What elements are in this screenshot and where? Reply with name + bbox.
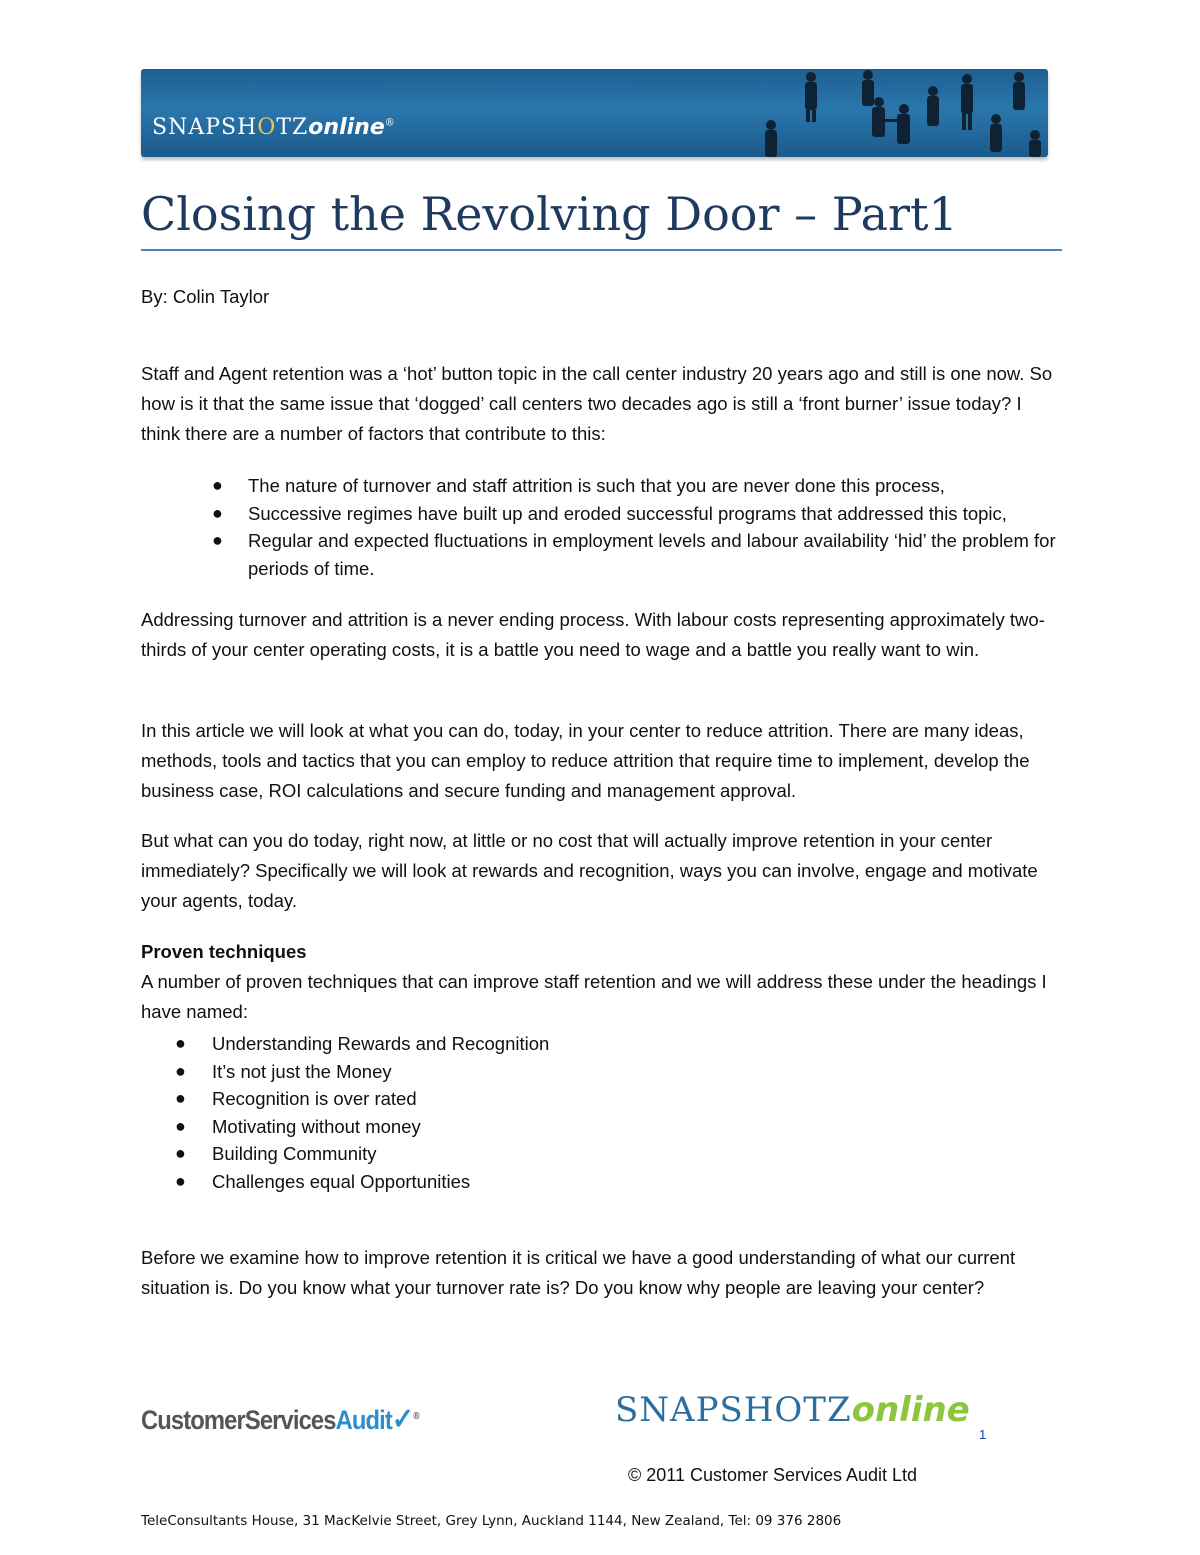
logo-text-suffix: TZ (803, 1390, 852, 1430)
crosshair-icon: O (257, 115, 277, 140)
page-number: 1 (979, 1427, 987, 1442)
registered-mark: ® (413, 1411, 419, 1422)
techniques-intro-paragraph: A number of proven techniques that can improve staff retention and we will address these under the headings I have named: (141, 971, 1047, 1022)
registered-mark: ® (384, 117, 396, 129)
section-heading: Proven techniques (141, 941, 307, 962)
list-item (175, 1085, 912, 1113)
byline: By: Colin Taylor (141, 286, 270, 307)
snapshotz-footer-logo (615, 1390, 970, 1430)
list-item (175, 1168, 912, 1196)
logo-text-part2: Audit (335, 1405, 392, 1435)
list-item-text: Recognition is over rated (212, 1088, 417, 1109)
logo-text-prefix: SNAPSH (615, 1390, 775, 1430)
bullet-icon: ● (175, 1170, 186, 1191)
bullet-icon: ● (212, 502, 223, 523)
snapshotz-logo (152, 115, 396, 140)
logo-text-suffix: TZ (276, 115, 309, 140)
bullet-icon: ● (175, 1060, 186, 1081)
today-paragraph: But what can you do today, right now, at little or no cost that will actually improve retention in your center immediately? Specifically we will look at rewards and recognition, ways you can involve, engage and motivate your agents, today. (141, 830, 1038, 911)
checkmark-icon: ✓ (391, 1403, 414, 1436)
list-item (212, 500, 1078, 528)
list-item-text: Challenges equal Opportunities (212, 1170, 471, 1192)
header-banner (141, 69, 1048, 157)
intro-paragraph: Staff and Agent retention was a ‘hot’ button topic in the call center industry 20 years ago and still is one now. So how is it that the same issue that ‘dogged’ call centers two decades ago is still a ‘front burner’ issue today? I think there are a number of factors that contribute to this: (141, 363, 1053, 444)
logo-text-part1: CustomerServices (141, 1405, 336, 1435)
business-people-silhouettes-image (741, 69, 1048, 157)
title-underline (141, 249, 1062, 251)
addressing-paragraph: Addressing turnover and attrition is a never ending process. With labour costs representing approximately two-thirds of your center operating costs, it is a battle you need to wage and a battle you really want to win. (141, 609, 1045, 660)
list-item-text: Successive regimes have built up and eroded successful programs that addressed this topic, (248, 502, 1007, 524)
list-item-text: Motivating without money (212, 1115, 421, 1137)
list-item-text: It’s not just the Money (212, 1060, 392, 1082)
list-item-text: The nature of turnover and staff attrition is such that you are never done this process, (248, 475, 945, 496)
techniques-list (175, 1030, 912, 1195)
list-item (175, 1058, 912, 1086)
factors-list (212, 472, 1078, 582)
logo-text-online: online (308, 115, 385, 140)
list-item (175, 1113, 912, 1141)
article-scope-paragraph: In this article we will look at what you can do, today, in your center to reduce attrition. There are many ideas, methods, tools and tactics that you can employ to reduce attrition that require time to implement, develop the business case, ROI calculations and secure funding and management approval. (141, 720, 1030, 801)
bullet-icon: ● (175, 1115, 186, 1136)
copyright-notice: © 2011 Customer Services Audit Ltd (628, 1465, 918, 1485)
bullet-icon: ● (175, 1033, 186, 1053)
bullet-icon: ● (175, 1088, 186, 1108)
list-item (175, 1140, 912, 1168)
bullet-icon: ● (175, 1143, 186, 1163)
crosshair-icon: O (774, 1390, 804, 1430)
bullet-icon: ● (212, 475, 223, 495)
page-title: Closing the Revolving Door – Part1 (141, 187, 958, 241)
logo-text-online: online (851, 1390, 970, 1430)
customer-services-audit-logo (141, 1402, 419, 1437)
list-item-text: Regular and expected fluctuations in employment levels and labour availability ‘hid’ the problem for periods of time. (248, 530, 1056, 579)
logo-text-prefix: SNAPSH (152, 115, 258, 140)
company-address: TeleConsultants House, 31 MacKelvie Street, Grey Lynn, Auckland 1144, New Zealand, Tel: 09 376 2806 (141, 1513, 842, 1529)
bullet-icon: ● (212, 530, 223, 550)
list-item (212, 527, 1078, 582)
list-item (212, 472, 1078, 500)
before-paragraph: Before we examine how to improve retention it is critical we have a good understanding of what our current situation is. Do you know what your turnover rate is? Do you know why people are leaving your center? (141, 1247, 1016, 1298)
list-item-text: Building Community (212, 1143, 377, 1164)
list-item-text: Understanding Rewards and Recognition (212, 1033, 550, 1054)
list-item (175, 1030, 912, 1058)
